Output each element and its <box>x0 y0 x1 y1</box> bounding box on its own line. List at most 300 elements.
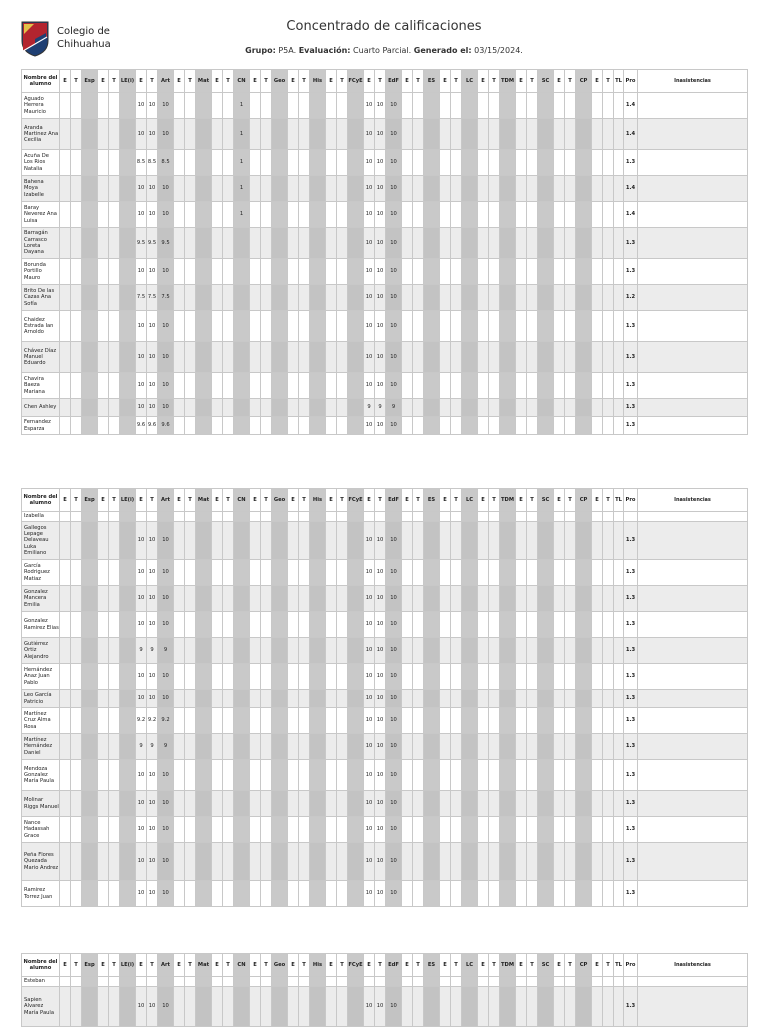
column-header: E <box>212 954 223 977</box>
column-header: ES <box>424 489 440 512</box>
grade-cell <box>250 843 261 881</box>
grade-cell <box>174 638 185 664</box>
grade-cell <box>527 342 538 373</box>
grade-cell <box>310 119 326 150</box>
column-header: Nombre del alumno <box>22 70 60 93</box>
grade-cell <box>603 342 614 373</box>
average-cell: 1.3 <box>624 987 638 1027</box>
average-cell: 1.3 <box>624 228 638 259</box>
grade-cell <box>120 612 136 638</box>
grade-cell <box>196 202 212 228</box>
column-header: T <box>185 954 196 977</box>
grade-cell <box>478 734 489 760</box>
grade-cell <box>120 638 136 664</box>
grade-cell <box>413 119 424 150</box>
grade-cell <box>337 202 348 228</box>
grade-cell <box>250 734 261 760</box>
grade-cell: 10 <box>136 881 147 907</box>
column-header: ES <box>424 70 440 93</box>
grade-cell: 10 <box>364 612 375 638</box>
grade-cell: 10 <box>375 791 386 817</box>
grade-cell <box>71 734 82 760</box>
column-header: LE(i) <box>120 70 136 93</box>
grade-cell <box>402 512 413 522</box>
grade-cell: 7.5 <box>147 285 158 311</box>
grade-cell <box>451 522 462 560</box>
grade-cell <box>223 560 234 586</box>
grade-cell <box>603 690 614 708</box>
grade-cell <box>71 93 82 119</box>
grade-cell: 10 <box>158 791 174 817</box>
grade-cell: 10 <box>147 843 158 881</box>
grade-cell <box>500 259 516 285</box>
grade-cell <box>527 150 538 176</box>
grade-cell <box>538 760 554 791</box>
grade-cell <box>109 977 120 987</box>
grade-cell <box>337 586 348 612</box>
grade-cell <box>326 987 337 1027</box>
grade-cell <box>223 522 234 560</box>
column-header: FCyE <box>348 954 364 977</box>
column-header: T <box>299 70 310 93</box>
column-header: E <box>554 489 565 512</box>
grade-cell <box>638 791 748 817</box>
grade-cell <box>174 259 185 285</box>
grade-cell <box>60 881 71 907</box>
grade-cell <box>60 708 71 734</box>
grade-cell <box>527 399 538 417</box>
grade-cell <box>288 285 299 311</box>
grade-cell <box>288 202 299 228</box>
grade-cell <box>565 734 576 760</box>
grade-cell <box>250 311 261 342</box>
grade-cell <box>527 708 538 734</box>
grade-cell: 9 <box>147 638 158 664</box>
grade-cell <box>538 373 554 399</box>
grade-cell <box>538 285 554 311</box>
grade-cell <box>272 373 288 399</box>
grade-cell: 10 <box>386 817 402 843</box>
grade-cell <box>272 586 288 612</box>
grade-cell <box>462 560 478 586</box>
grade-cell <box>413 228 424 259</box>
grade-cell <box>576 664 592 690</box>
grade-cell <box>299 119 310 150</box>
grade-cell <box>310 176 326 202</box>
grade-cell <box>489 734 500 760</box>
grade-cell <box>60 150 71 176</box>
column-header: Geo <box>272 489 288 512</box>
column-header: EdF <box>386 954 402 977</box>
column-header: E <box>326 489 337 512</box>
grade-cell <box>337 638 348 664</box>
grade-cell <box>576 791 592 817</box>
grade-cell <box>250 560 261 586</box>
grade-cell <box>174 176 185 202</box>
grade-cell <box>261 373 272 399</box>
grade-cell <box>185 176 196 202</box>
student-row <box>22 791 748 817</box>
grade-cell <box>538 119 554 150</box>
grade-cell <box>212 259 223 285</box>
grade-cell: 10 <box>147 342 158 373</box>
grade-cell: 10 <box>386 202 402 228</box>
grade-cell <box>212 560 223 586</box>
grade-cell: 10 <box>158 664 174 690</box>
column-header: His <box>310 954 326 977</box>
grade-cell <box>174 228 185 259</box>
grade-cell <box>196 373 212 399</box>
grade-cell <box>489 522 500 560</box>
column-header: T <box>603 489 614 512</box>
student-name: Gallegos Lepage Delaveau Luka Emiliano <box>22 522 60 560</box>
column-header: T <box>603 954 614 977</box>
grade-cell <box>223 342 234 373</box>
student-name: Chaidez Estrada Ian Arnoldo <box>22 311 60 342</box>
column-header: T <box>375 70 386 93</box>
grade-cell <box>516 612 527 638</box>
grade-cell <box>638 760 748 791</box>
grade-cell: 10 <box>147 586 158 612</box>
grade-cell <box>489 176 500 202</box>
average-cell: 1.3 <box>624 342 638 373</box>
column-header: T <box>299 489 310 512</box>
grade-cell <box>614 202 624 228</box>
grade-cell <box>310 399 326 417</box>
grade-cell: 9 <box>136 638 147 664</box>
grade-cell <box>527 760 538 791</box>
grade-cell <box>71 664 82 690</box>
grade-cell <box>212 708 223 734</box>
grade-cell <box>554 342 565 373</box>
grade-cell <box>462 664 478 690</box>
grade-cell <box>348 176 364 202</box>
grade-cell <box>576 881 592 907</box>
grade-cell: 10 <box>158 373 174 399</box>
grade-cell <box>592 150 603 176</box>
grade-cell <box>413 259 424 285</box>
grade-cell: 10 <box>136 342 147 373</box>
grade-cell <box>174 734 185 760</box>
grade-cell <box>554 881 565 907</box>
grade-cell <box>614 760 624 791</box>
grade-cell <box>250 760 261 791</box>
grade-cell <box>136 512 147 522</box>
grade-cell: 10 <box>158 817 174 843</box>
grade-cell <box>223 708 234 734</box>
grade-cell <box>638 734 748 760</box>
header-row <box>22 489 748 512</box>
grade-cell <box>109 708 120 734</box>
grade-cell <box>234 791 250 817</box>
grade-cell: 10 <box>386 259 402 285</box>
grade-cell <box>592 285 603 311</box>
grade-cell <box>554 259 565 285</box>
grade-cell <box>402 259 413 285</box>
column-header: E <box>326 70 337 93</box>
grade-cell <box>272 522 288 560</box>
grade-cell <box>527 843 538 881</box>
grade-cell <box>462 342 478 373</box>
grade-cell <box>250 512 261 522</box>
grade-cell <box>489 586 500 612</box>
grade-cell <box>614 817 624 843</box>
grade-cell <box>603 638 614 664</box>
grade-cell <box>98 285 109 311</box>
grade-cell: 10 <box>364 259 375 285</box>
grade-cell: 10 <box>375 150 386 176</box>
grade-cell <box>554 690 565 708</box>
grade-cell <box>60 342 71 373</box>
grade-cell: 10 <box>386 586 402 612</box>
column-header: CN <box>234 954 250 977</box>
grade-cell <box>348 817 364 843</box>
grade-cell <box>174 417 185 435</box>
grade-cell <box>272 176 288 202</box>
grade-cell <box>638 150 748 176</box>
average-cell: 1.3 <box>624 560 638 586</box>
grade-cell <box>554 417 565 435</box>
grade-cell <box>413 664 424 690</box>
grade-cell <box>71 311 82 342</box>
grade-cell <box>424 708 440 734</box>
grade-cell <box>592 612 603 638</box>
grade-cell <box>603 228 614 259</box>
grade-cell <box>489 93 500 119</box>
grade-cell <box>538 202 554 228</box>
student-name: Sapien Alvarez María Paula <box>22 987 60 1027</box>
grade-cell <box>98 881 109 907</box>
grade-cell <box>120 399 136 417</box>
grade-cell <box>234 560 250 586</box>
grade-cell <box>60 259 71 285</box>
grade-cell <box>310 664 326 690</box>
grade-cell: 10 <box>375 342 386 373</box>
grade-cell <box>489 791 500 817</box>
grade-cell: 10 <box>375 285 386 311</box>
student-row <box>22 176 748 202</box>
grade-cell <box>288 734 299 760</box>
grade-cell <box>185 560 196 586</box>
grade-cell <box>592 512 603 522</box>
grade-cell: 10 <box>158 176 174 202</box>
grade-cell: 10 <box>386 791 402 817</box>
grade-cell <box>299 791 310 817</box>
column-header: E <box>478 954 489 977</box>
grade-cell <box>638 417 748 435</box>
grade-cell <box>288 638 299 664</box>
grade-cell <box>261 638 272 664</box>
grade-cell <box>424 977 440 987</box>
grade-cell <box>109 202 120 228</box>
grade-cell <box>185 690 196 708</box>
grade-cell <box>109 664 120 690</box>
grade-cell: 10 <box>136 93 147 119</box>
grade-cell <box>489 690 500 708</box>
grade-cell <box>440 690 451 708</box>
student-name: Izabella <box>22 512 60 522</box>
column-header: FCyE <box>348 489 364 512</box>
grade-cell <box>576 586 592 612</box>
grade-cell <box>500 512 516 522</box>
grade-cell <box>196 176 212 202</box>
grade-cell <box>614 285 624 311</box>
grade-cell <box>440 760 451 791</box>
column-header: Mat <box>196 489 212 512</box>
grade-cell <box>614 612 624 638</box>
grade-cell <box>565 987 576 1027</box>
grade-cell <box>71 417 82 435</box>
grade-cell: 9.5 <box>136 228 147 259</box>
grade-cell <box>462 119 478 150</box>
grade-cell <box>462 228 478 259</box>
grade-cell <box>603 176 614 202</box>
student-row <box>22 522 748 560</box>
grade-cell <box>614 586 624 612</box>
grade-cell <box>60 119 71 150</box>
grade-cell <box>60 690 71 708</box>
grade-cell <box>326 638 337 664</box>
grade-cell <box>223 638 234 664</box>
grade-cell <box>538 987 554 1027</box>
grade-cell <box>250 373 261 399</box>
grade-cell <box>234 987 250 1027</box>
average-cell: 1.3 <box>624 638 638 664</box>
grade-cell <box>326 977 337 987</box>
grade-cell <box>212 342 223 373</box>
grade-cell <box>223 399 234 417</box>
grade-cell <box>337 791 348 817</box>
grade-cell <box>109 259 120 285</box>
grade-cell <box>489 512 500 522</box>
student-name: Leo García Patricio <box>22 690 60 708</box>
grade-cell <box>440 522 451 560</box>
grade-cell <box>223 843 234 881</box>
grade-cell <box>516 560 527 586</box>
grade-cell <box>185 285 196 311</box>
grade-cell <box>451 417 462 435</box>
grade-cell <box>413 150 424 176</box>
grade-cell <box>500 417 516 435</box>
grade-cell <box>288 560 299 586</box>
grade-cell: 10 <box>375 612 386 638</box>
grade-cell <box>554 791 565 817</box>
grade-cell <box>592 93 603 119</box>
column-header: TL <box>614 489 624 512</box>
grade-cell <box>250 285 261 311</box>
column-header: T <box>375 954 386 977</box>
grade-cell <box>440 342 451 373</box>
grade-cell: 10 <box>158 987 174 1027</box>
grade-cell <box>223 690 234 708</box>
grade-cell <box>576 399 592 417</box>
grade-cell <box>310 817 326 843</box>
grade-cell: 10 <box>364 638 375 664</box>
student-row <box>22 311 748 342</box>
grade-cell <box>413 311 424 342</box>
grade-cell <box>272 708 288 734</box>
grade-cell <box>402 664 413 690</box>
grade-cell <box>98 560 109 586</box>
column-header: T <box>565 489 576 512</box>
grade-cell <box>326 522 337 560</box>
column-header: FCyE <box>348 70 364 93</box>
grade-cell <box>554 638 565 664</box>
header-row <box>22 954 748 977</box>
column-header: Mat <box>196 954 212 977</box>
grade-cell <box>603 285 614 311</box>
grade-cell <box>196 342 212 373</box>
grade-cell <box>603 373 614 399</box>
grade-cell <box>310 977 326 987</box>
grade-cell <box>60 202 71 228</box>
grade-cell <box>565 612 576 638</box>
column-header: T <box>223 954 234 977</box>
grade-cell <box>326 664 337 690</box>
grade-cell <box>288 342 299 373</box>
average-cell: 1.3 <box>624 734 638 760</box>
grade-cell <box>402 817 413 843</box>
student-name: García Rodriguez Matiaz <box>22 560 60 586</box>
student-name: Gonzalez Mancera Emilia <box>22 586 60 612</box>
grade-cell <box>288 93 299 119</box>
grade-cell <box>478 512 489 522</box>
grade-cell <box>424 311 440 342</box>
grade-cell <box>527 560 538 586</box>
grade-cell <box>310 522 326 560</box>
grade-cell <box>223 791 234 817</box>
grade-cell <box>185 612 196 638</box>
grade-cell <box>212 93 223 119</box>
grade-cell <box>576 202 592 228</box>
grade-cell <box>120 760 136 791</box>
grade-cell <box>527 119 538 150</box>
student-row <box>22 586 748 612</box>
grade-cell <box>516 791 527 817</box>
grade-cell <box>212 176 223 202</box>
student-name: Barragán Carrasco Loreta Dayana <box>22 228 60 259</box>
grade-cell <box>451 399 462 417</box>
grade-cell <box>603 560 614 586</box>
column-header: TDM <box>500 954 516 977</box>
grade-cell <box>614 977 624 987</box>
column-header: T <box>337 70 348 93</box>
grade-cell <box>527 817 538 843</box>
grade-cell <box>288 176 299 202</box>
average-cell: 1.3 <box>624 150 638 176</box>
column-header: T <box>337 489 348 512</box>
grade-cell <box>424 150 440 176</box>
grade-cell <box>576 512 592 522</box>
average-cell: 1.3 <box>624 311 638 342</box>
grade-cell <box>337 977 348 987</box>
column-header: E <box>250 954 261 977</box>
grade-cell <box>98 417 109 435</box>
column-header: Inasistencias <box>638 70 748 93</box>
grade-cell <box>451 664 462 690</box>
grade-cell <box>554 817 565 843</box>
column-header: E <box>402 70 413 93</box>
grade-cell <box>451 638 462 664</box>
grade-cell <box>440 119 451 150</box>
grade-cell <box>288 708 299 734</box>
grade-cell <box>424 612 440 638</box>
grade-cell <box>234 586 250 612</box>
grade-cell <box>538 690 554 708</box>
grade-cell <box>576 285 592 311</box>
grade-cell: 10 <box>147 817 158 843</box>
grade-cell <box>71 987 82 1027</box>
